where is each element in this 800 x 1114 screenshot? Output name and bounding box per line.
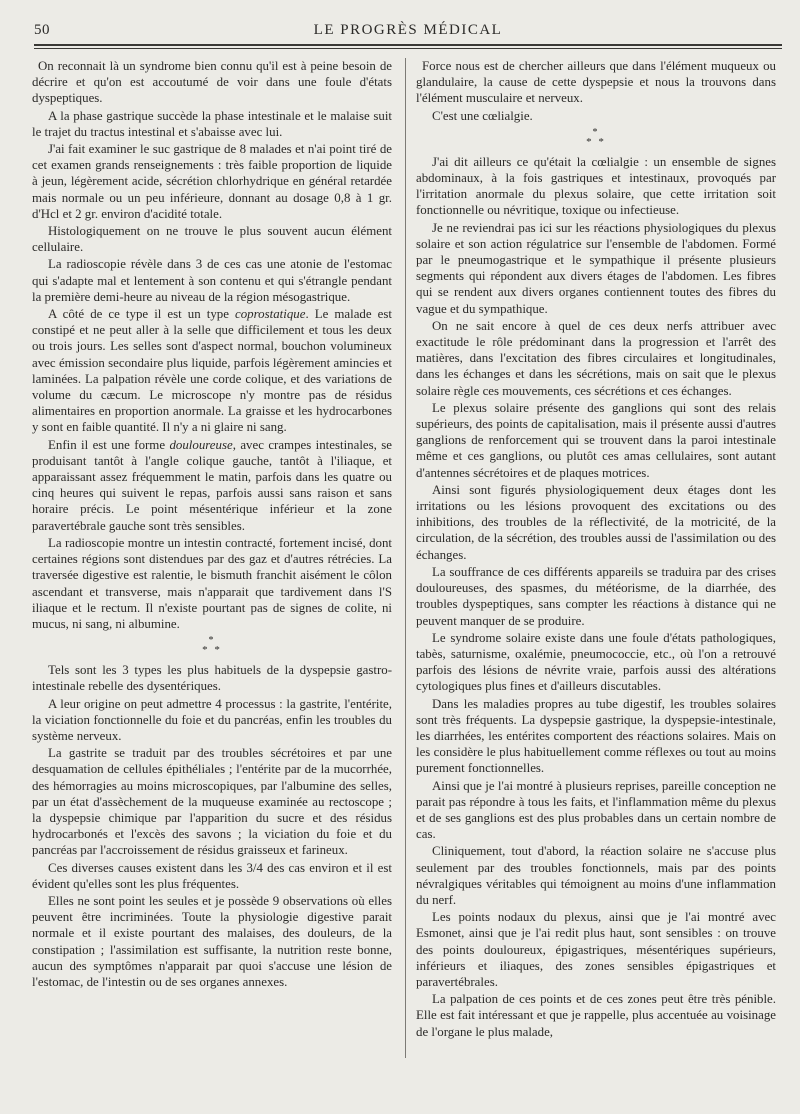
paragraph: Je ne reviendrai pas ici sur les réactions physiologiques du plexus solaire et son action régulatrice sur l'ensemble de l'abdomen. Formé par le pneumogastrique et le sympathique il présente plusieurs segments qui répondent aux divers étages de l'abdomen. Les fibres qui se rendent aux divers organes contiennent toutes des fibres du vague et du sympathique.	[416, 220, 776, 316]
paragraph: Tels sont les 3 types les plus habituels de la dyspepsie gastro-intestinale rebelle des dysentériques.	[32, 663, 392, 694]
paragraph: Force nous est de chercher ailleurs que dans l'élément muqueux ou glandulaire, la cause de cette dyspepsie et nous la trouvons dans l'élément musculaire et nerveux.	[416, 59, 776, 106]
paragraph: A la phase gastrique succède la phase intestinale et le malaise suit le trajet du tractus intestinal et s'abaisse avec lui.	[32, 108, 392, 139]
paragraph: Cliniquement, tout d'abord, la réaction solaire ne s'accuse plus seulement par des troubles fonctionnels, mais par des points névralgiques véritables qui témoignent au moins d'une inflammation du nerf.	[416, 844, 776, 907]
paragraph: On reconnait là un syndrome bien connu qu'il est à peine besoin de décrire et qu'on est accoutumé de voir dans une foule d'états dyspeptiques.	[32, 59, 392, 106]
italic-term: coprostatique	[235, 307, 306, 322]
asterism-top: *	[208, 635, 216, 647]
asterism-top: *	[592, 126, 600, 138]
paragraph: Ainsi sont figurés physiologiquement deux étages dont les irritations ou les lésions provoquent des excitations ou des inhibitions, des troubles de la réflectivité, de la motricité, de la circulation, de la sécrétion, des troubles aussi de l'assimilation ou des échanges.	[416, 482, 776, 562]
paragraph: A leur origine on peut admettre 4 processus : la gastrite, l'entérite, la viciation fonctionnelle du foie et du pancréas, enfin les troubles du système nerveux.	[32, 696, 392, 743]
header-rule	[34, 44, 782, 49]
paragraph: Ces diverses causes existent dans les 3/4 des cas environ et il est évident qu'elles sont les plus fréquentes.	[32, 860, 392, 891]
paragraph: J'ai fait examiner le suc gastrique de 8 malades et n'ai point tiré de cet examen grands renseignements : très faible proportion de liquide à jeun, légèrement acide, sécrétion chlorhydrique en général retardée mais normale ou un peu inférieure, donnant au dosage 0,8 à 1 gr. d'Hcl et 2 gr. environ d'acidité totale.	[32, 142, 392, 221]
paragraph: Le syndrome solaire existe dans une foule d'états pathologiques, tabès, saturnisme, oxalémie, pneumococcie, etc., où l'on a retrouvé parfois des lésions de névrite vraie, parfois aussi des altérations cytologiques plus fines et d'ailleurs discutables.	[416, 630, 776, 694]
paragraph	[32, 306, 392, 436]
paragraph: Dans les maladies propres au tube digestif, les troubles solaires sont très fréquents. La dyspepsie gastrique, la dyspepsie-intestinale, les diarrhées, les entérites comportent des réactions solaires. Mais on les considère le plus habituellement comme réflexes ou tout au moins purement fonctionnelles.	[416, 696, 776, 776]
paragraph: Histologiquement on ne trouve le plus souvent aucun élément cellulaire.	[32, 224, 392, 255]
left-column	[32, 58, 392, 1106]
paragraph: Ainsi que je l'ai montré à plusieurs reprises, pareille conception ne parait pas répondre à tous les faits, et l'inflammation même du plexus et de ses ganglions est des plus probables dans un certain nombre de cas.	[416, 778, 776, 842]
paragraph: Elles ne sont point les seules et je possède 9 observations où elles peuvent être incriminées. Toute la physiologie digestive parait normale et il existe pourtant des malaises, des douleurs, de la constipation ; l'assimilation est suffisante, la nutrition reste bonne, aucun des symptômes n'apparait par quoi s'accuse une lésion de l'estomac, de l'intestin ou de ses organes annexes.	[32, 893, 392, 989]
paragraph-text: Enfin il est une forme	[48, 437, 170, 452]
paragraph: La souffrance de ces différents appareils se traduira par des crises douloureuses, des spasmes, du météorisme, de la diarrhée, des troubles dyspeptiques, sans compter les réactions à distance qui ne peuvent manquer de se produire.	[416, 564, 776, 628]
paragraph: La radioscopie révèle dans 3 de ces cas une atonie de l'estomac qui s'adapte mal et lentement à son contenu et qui s'étrangle pendant la première demi-heure au niveau de la région mésogastrique.	[32, 257, 392, 304]
asterism-bottom: * *	[586, 135, 606, 148]
paragraph: La palpation de ces points et de ces zones peut être très pénible. Elle est fait intéressant et que je rappelle, plus accentuée au voisinage de l'organe le plus malade,	[416, 992, 776, 1039]
running-title: LE PROGRÈS MÉDICAL	[313, 22, 503, 38]
paragraph	[32, 437, 392, 534]
paragraph: Les points nodaux du plexus, ainsi que je l'ai montré avec Esmonet, ainsi que je l'ai redit plus haut, sont sensibles : on trouve des points douloureux, épigastriques, mésentériques supérieurs, inférieurs et iliaques, des zones sensibles épigastriques et paravertébrales.	[416, 910, 776, 989]
paragraph: J'ai dit ailleurs ce qu'était la cœlialgie : un ensemble de signes abdominaux, à la fois gastriques et intestinaux, provoqués par l'irritation anormale du plexus solaire, que cette irritation soit fonctionnelle ou névritique, toxique ou infectieuse.	[416, 154, 776, 218]
column-divider	[405, 58, 406, 1058]
paragraph: La radioscopie montre un intestin contracté, fortement incisé, dont certaines régions sont distendues par des gaz et d'autres rétrécies. La traversée digestive est ralentie, le bismuth franchit aisément le côlon ascendant et transverse, mais n'apparait que tardivement dans l'S iliaque et le rectum. Il n'existe pourtant pas de signes de colite, ni mucus, ni sang, ni albumine.	[32, 535, 392, 631]
running-header	[34, 20, 782, 44]
paragraph-text: , avec crampes intestinales, se produisant tantôt à l'angle colique gauche, tantôt à l'iliaque, et apparaissant assez fréquemment le matin, parfois dans les quatre ou cinq heures qui suivent le repas, parfois aussi sans raison et sans horaire précis. Le point mésentérique inférieur et la zone paravertébrale gauche sont très sensibles.	[32, 437, 392, 533]
paragraph-text: . Le malade est constipé et ne peut aller à la selle que difficilement et tous les deux ou trois jours. Les selles sont d'aspect normal, bouchon volumineux avec émission secondaire plus liquide, parfois légèrement amincies et laminées. La palpation révèle une corde colique, et des variations de volume du cæcum. Le microscope n'y montre pas de résidus alimentaires en proportion anormale. La graisse et les hydrocarbones y sont en faible quantité. Il n'y a ni glaire ni sang.	[32, 307, 392, 435]
paragraph: On ne sait encore à quel de ces deux nerfs attribuer avec exactitude le rôle prédominant dans la progression et l'arrêt des matières, dans l'excitation des fibres circulaires et longitudinales, dans les échanges et dans les sécrétions, mais on sait que le plexus solaire règle ces mouvements, ces sécrétions et ces échanges.	[416, 318, 776, 398]
paragraph: Le plexus solaire présente des ganglions qui sont des relais supérieurs, des points de capitalisation, mais il présente aussi d'autres ganglions de renforcement qui se trouvent dans la paroi intestinale même et ces ganglions, ou plutôt ces amas cellulaires, sont autant d'antennes sécrétoires et de plaques motrices.	[416, 400, 776, 480]
paragraph: C'est une cœlialgie.	[432, 108, 533, 123]
page-number: 50	[34, 22, 50, 38]
right-column	[416, 58, 776, 1106]
paragraph-text: A côté de ce type il est un type	[48, 307, 236, 322]
italic-term: douloureuse	[169, 437, 233, 452]
section-asterism	[32, 635, 392, 657]
paragraph: La gastrite se traduit par des troubles sécrétoires et par une desquamation de cellules épithéliales ; l'entérite par de la mucorrhée, des hémorragies au moins microscopiques, par l'albumine des selles, par un état d'assèchement de la muqueuse examinée au rectoscope ; la dyspepsie chimique par l'apparition du sucre et des résidus hydrocarbonés et l'excès des savons ; la viciation du foie et du pancréas par l'accroissement de résidus graisseux et farineux.	[32, 746, 392, 858]
section-asterism	[416, 126, 776, 148]
asterism-bottom: * *	[202, 644, 222, 657]
